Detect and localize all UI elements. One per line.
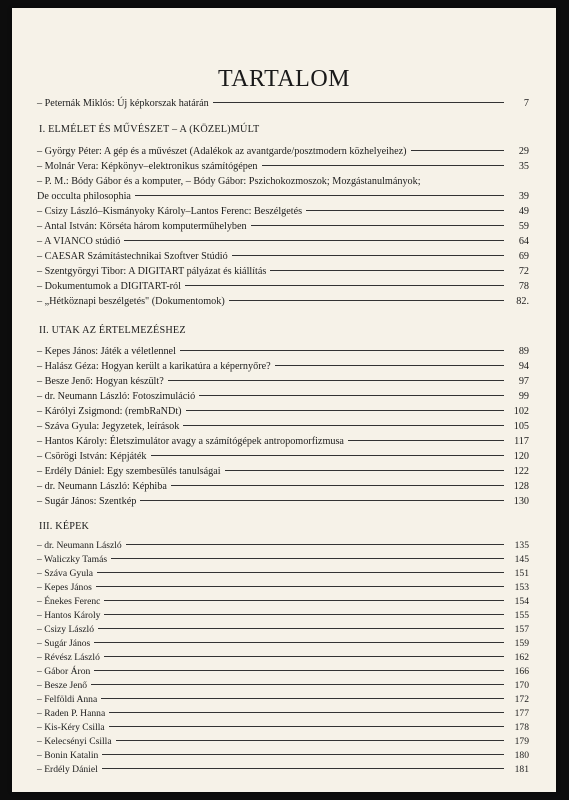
toc-entry [37, 250, 529, 264]
toc-entry [37, 693, 529, 707]
toc-entry-page: 130 [513, 496, 529, 507]
toc-entry-page: 7 [523, 98, 529, 109]
toc-entry [37, 375, 529, 389]
toc-leader [96, 586, 504, 587]
toc-leader [91, 684, 504, 685]
toc-entry-page: 172 [514, 694, 529, 705]
toc-entry-text: – Kis-Kéry Csilla [37, 722, 105, 733]
toc-entry-text: – Kelecsényi Csilla [37, 736, 112, 747]
toc-entry-text: – Kárólyi Zsigmond: (rembRaNDt) [37, 406, 182, 417]
toc-leader [306, 210, 504, 211]
toc-entry-text: – Gábor Áron [37, 666, 91, 677]
toc-leader [104, 656, 504, 657]
toc-entry-page: 128 [513, 481, 529, 492]
toc-entry-page: 82. [516, 296, 529, 307]
toc-leader [275, 365, 504, 366]
toc-entry-page: 177 [514, 708, 529, 719]
toc-entry-text: – Száva Gyula [37, 568, 93, 579]
toc-entry [37, 205, 529, 219]
toc-entry-text: – Felföldi Anna [37, 694, 98, 705]
toc-leader [232, 255, 504, 256]
toc-leader [98, 628, 504, 629]
toc-entry [37, 609, 529, 623]
toc-leader [135, 195, 504, 196]
toc-entry-text: – Hantos Károly [37, 610, 101, 621]
toc-leader [225, 470, 504, 471]
toc-leader [116, 740, 504, 741]
toc-entry-page: 180 [514, 750, 529, 761]
toc-leader [109, 726, 504, 727]
toc-entry-page: 154 [514, 596, 529, 607]
toc-entry-page: 64 [518, 236, 529, 247]
toc-entry [37, 581, 529, 595]
toc-entry [37, 480, 529, 494]
toc-entry-page: 72 [518, 266, 529, 277]
toc-leader [251, 225, 504, 226]
table-of-contents [12, 8, 556, 792]
toc-entry-page: 78 [518, 281, 529, 292]
toc-entry [37, 420, 529, 434]
toc-entry-page: 159 [514, 638, 529, 649]
toc-entry-page: 135 [514, 540, 529, 551]
toc-entry-text: – dr. Neumann László: Fotoszimuláció [37, 391, 196, 402]
section-heading: I. ELMÉLET ÉS MŰVÉSZET – A (KÖZEL)MÚLT [39, 124, 260, 135]
toc-entry-page: 122 [513, 466, 529, 477]
toc-leader [270, 270, 504, 271]
toc-leader [411, 150, 504, 151]
toc-entry-page: 157 [514, 624, 529, 635]
toc-entry-continuation [37, 190, 529, 204]
toc-entry [37, 539, 529, 553]
toc-entry-text: – Révész László [37, 652, 100, 663]
toc-entry-page: 29 [518, 146, 529, 157]
section-heading: III. KÉPEK [39, 521, 90, 532]
toc-entry-page: 117 [514, 436, 529, 447]
toc-entry-page: 105 [513, 421, 529, 432]
toc-leader [140, 500, 504, 501]
toc-entry [37, 651, 529, 665]
toc-leader [104, 600, 504, 601]
toc-entry [37, 450, 529, 464]
toc-entry-text: – Sugár János: Szentkép [37, 496, 137, 507]
toc-entry [37, 567, 529, 581]
toc-entry [37, 235, 529, 249]
toc-entry-page: 59 [518, 221, 529, 232]
toc-entry-text: – Besze Jenő [37, 680, 88, 691]
toc-entry-text: – Erdély Dániel [37, 764, 98, 775]
toc-entry [37, 295, 529, 309]
toc-entry-text: – P. M.: Bódy Gábor és a komputer, – Bódy Gábor: Pszichokozmoszok; Mozgástanulmányok; [37, 176, 421, 187]
toc-leader [185, 285, 504, 286]
toc-entry-text: – Bonin Katalin [37, 750, 99, 761]
toc-entry-text: – Csizy László–Kismányoky Károly–Lantos Ferenc: Beszélgetés [37, 206, 303, 217]
toc-entry [37, 707, 529, 721]
toc-entry-page: 151 [514, 568, 529, 579]
toc-entry-text: – Dokumentumok a DIGITART-ról [37, 281, 181, 292]
toc-leader [262, 165, 505, 166]
toc-leader [348, 440, 504, 441]
toc-entry-page: 166 [514, 666, 529, 677]
toc-entry-text: – György Péter: A gép és a művészet (Adalékok az avantgarde/posztmodern közhelyeihez) [37, 146, 407, 157]
toc-leader [168, 380, 504, 381]
toc-entry-text: – Raden P. Hanna [37, 708, 106, 719]
book-page [12, 8, 556, 792]
toc-entry-text: – Csizy László [37, 624, 95, 635]
toc-entry [37, 390, 529, 404]
toc-entry [37, 553, 529, 567]
toc-entry [37, 280, 529, 294]
toc-entry-text: – Besze Jenő: Hogyan készült? [37, 376, 164, 387]
toc-entry-text: – A VIANCO stúdió [37, 236, 121, 247]
toc-leader [213, 102, 504, 103]
toc-entry [37, 763, 529, 777]
toc-entry [37, 265, 529, 279]
toc-entry-text: De occulta philosophia [37, 191, 131, 202]
toc-entry-text: – dr. Neumann László [37, 540, 122, 551]
toc-leader [186, 410, 504, 411]
toc-entry-text: – dr. Neumann László: Képhiba [37, 481, 167, 492]
toc-entry-page: 49 [518, 206, 529, 217]
toc-entry [37, 623, 529, 637]
toc-entry [37, 220, 529, 234]
toc-entry [37, 465, 529, 479]
toc-entry [37, 145, 529, 159]
toc-entry-text: – Kepes János [37, 582, 92, 593]
toc-entry-page: 170 [514, 680, 529, 691]
toc-entry-text: – Sugár János [37, 638, 91, 649]
toc-entry-page: 153 [514, 582, 529, 593]
toc-entry-page: 97 [518, 376, 529, 387]
toc-entry-page: 35 [518, 161, 529, 172]
toc-entry-page: 181 [514, 764, 529, 775]
toc-entry [37, 435, 529, 449]
toc-leader [94, 642, 504, 643]
toc-leader [109, 712, 504, 713]
toc-entry [37, 175, 529, 189]
toc-leader [102, 754, 504, 755]
toc-entry-page: 89 [518, 346, 529, 357]
toc-entry-page: 155 [514, 610, 529, 621]
toc-entry [37, 595, 529, 609]
toc-entry-text: – Peternák Miklós: Új képkorszak határán [37, 98, 209, 109]
toc-entry-page: 69 [518, 251, 529, 262]
toc-entry-page: 39 [518, 191, 529, 202]
page-title: TARTALOM [217, 66, 351, 92]
toc-leader [94, 670, 504, 671]
toc-leader [111, 558, 504, 559]
toc-entry [37, 160, 529, 174]
toc-entry-text: – „Hétköznapi beszélgetés" (Dokumentomok) [37, 296, 225, 307]
toc-entry-text: – Száva Gyula: Jegyzetek, leírások [37, 421, 180, 432]
toc-leader [229, 300, 504, 301]
toc-entry-text: – Waliczky Tamás [37, 554, 108, 565]
toc-leader [102, 768, 504, 769]
toc-entry [37, 679, 529, 693]
toc-leader [171, 485, 504, 486]
toc-entry-text: – Antal István: Körséta három komputerműhelyben [37, 221, 247, 232]
toc-entry-page: 162 [514, 652, 529, 663]
toc-leader [199, 395, 504, 396]
toc-entry-page: 145 [514, 554, 529, 565]
toc-entry-page: 94 [518, 361, 529, 372]
toc-entry [37, 665, 529, 679]
toc-entry-page: 178 [514, 722, 529, 733]
toc-leader [126, 544, 504, 545]
toc-leader [180, 350, 504, 351]
toc-entry-text: – Molnár Vera: Képkönyv–elektronikus számítógépen [37, 161, 258, 172]
toc-entry-text: – Hantos Károly: Életszimulátor avagy a számítógépek antropomorfizmusa [37, 436, 344, 447]
toc-entry-text: – Énekes Ferenc [37, 596, 101, 607]
section-heading: II. UTAK AZ ÉRTELMEZÉSHEZ [39, 325, 186, 336]
toc-entry-text: – CAESAR Számítástechnikai Szoftver Stúdió [37, 251, 228, 262]
toc-entry-page: 120 [513, 451, 529, 462]
toc-entry-page: 99 [518, 391, 529, 402]
toc-entry [37, 97, 529, 111]
toc-entry-page: 179 [514, 736, 529, 747]
toc-entry-text: – Csörögi István: Képjáték [37, 451, 147, 462]
toc-leader [183, 425, 504, 426]
toc-entry [37, 495, 529, 509]
toc-entry-text: – Szentgyörgyi Tibor: A DIGITART pályázat és kiállítás [37, 266, 267, 277]
toc-leader [97, 572, 504, 573]
toc-leader [104, 614, 504, 615]
toc-leader [101, 698, 504, 699]
toc-entry [37, 721, 529, 735]
toc-entry-page: 102 [513, 406, 529, 417]
toc-entry [37, 405, 529, 419]
toc-entry-text: – Kepes János: Játék a véletlennel [37, 346, 176, 357]
toc-entry [37, 345, 529, 359]
toc-entry [37, 749, 529, 763]
toc-leader [151, 455, 505, 456]
toc-entry [37, 637, 529, 651]
toc-entry-text: – Halász Géza: Hogyan került a karikatúra a képernyőre? [37, 361, 271, 372]
toc-entry [37, 360, 529, 374]
toc-entry-text: – Erdély Dániel: Egy szembesülés tanulságai [37, 466, 221, 477]
toc-leader [124, 240, 504, 241]
toc-entry [37, 735, 529, 749]
